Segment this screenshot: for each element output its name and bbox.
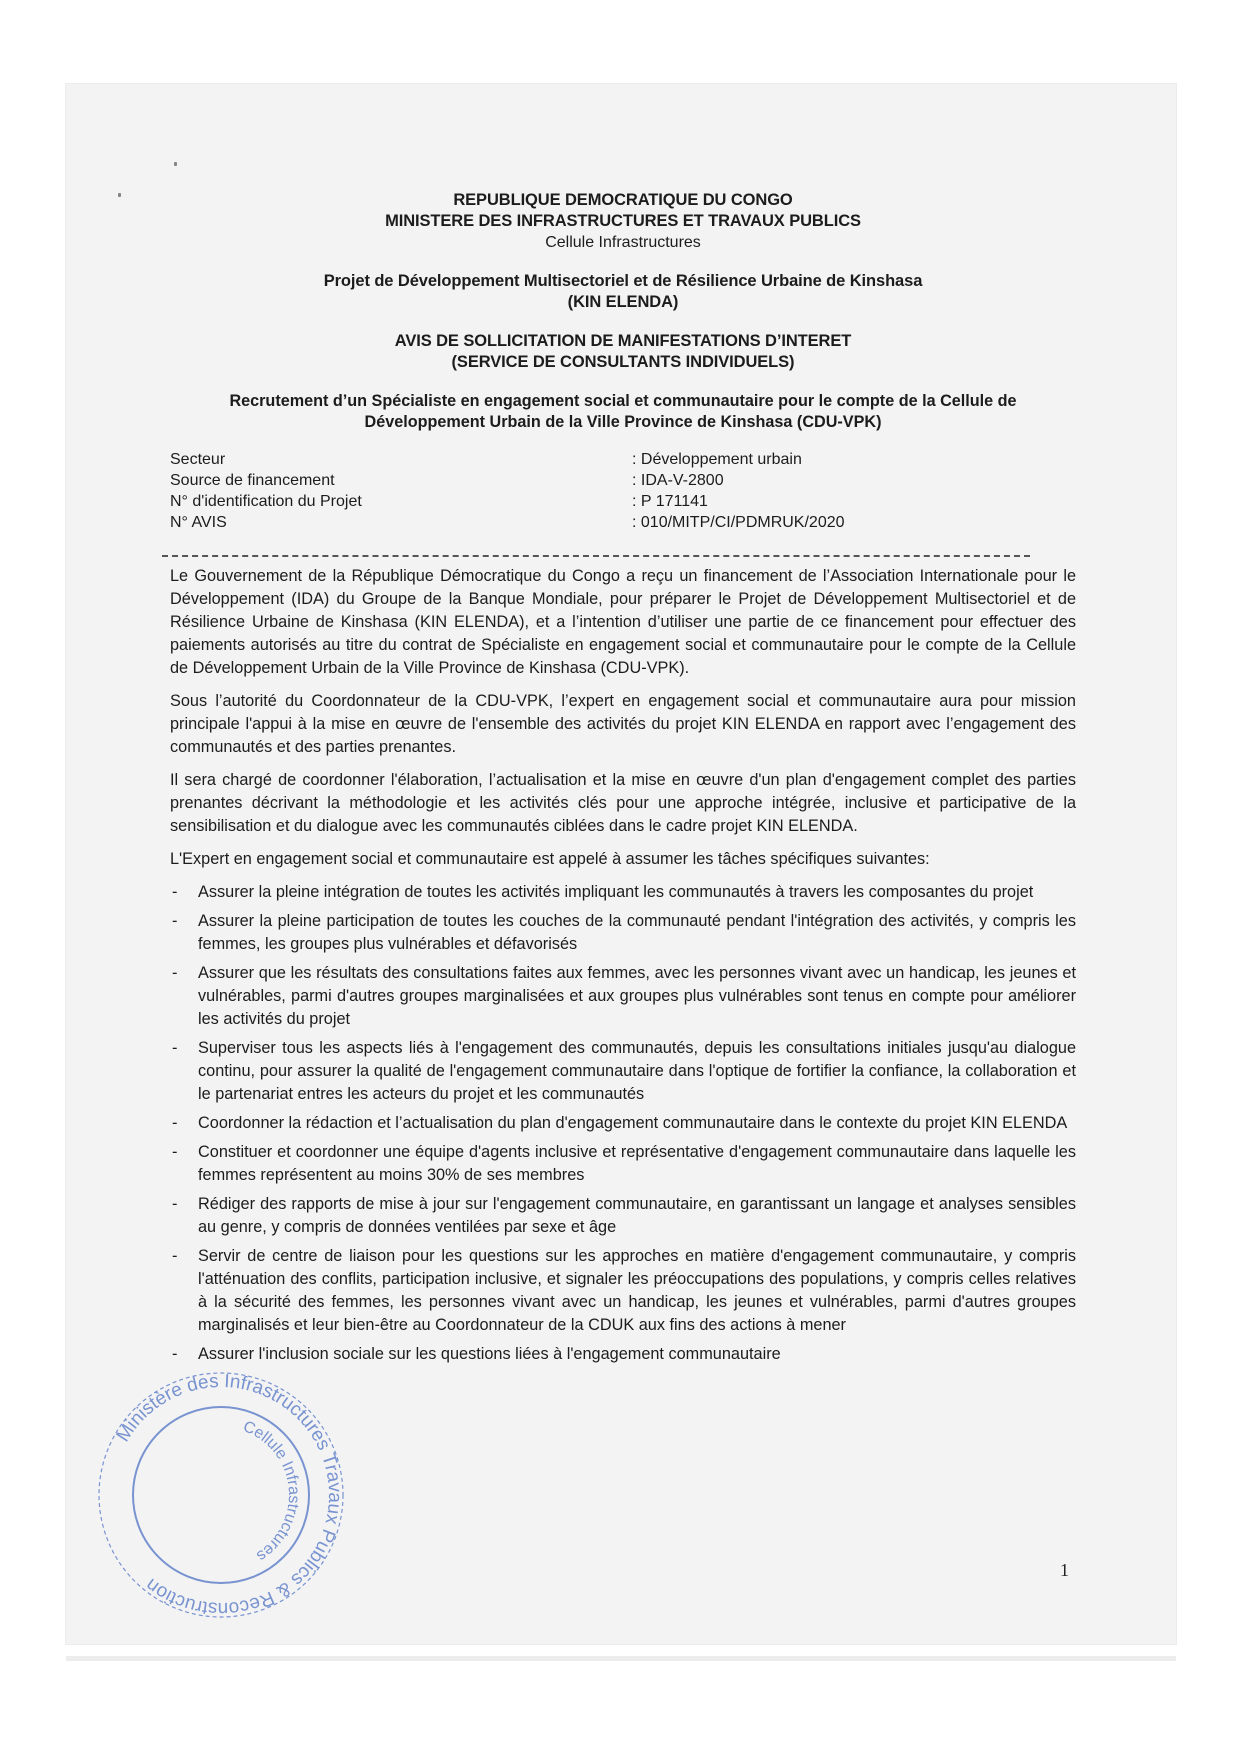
page-edge-strip <box>66 1656 1176 1661</box>
task-text: Coordonner la rédaction et l’actualisation du plan d'engagement communautaire dans le contexte du projet KIN ELENDA <box>198 1114 1068 1132</box>
document-body <box>170 190 1076 1372</box>
scan-speck <box>174 162 177 166</box>
dash-bullet: - <box>172 912 178 930</box>
notice-heading <box>170 331 1076 373</box>
dash-bullet: - <box>172 1345 178 1363</box>
list-item <box>170 1112 1076 1135</box>
info-row-project-id <box>170 491 1076 512</box>
scan-speck <box>118 193 121 197</box>
list-item <box>170 1141 1076 1187</box>
project-acronym: (KIN ELENDA) <box>567 293 679 311</box>
paragraph-mission: Sous l’autorité du Coordonnateur de la CDU-VPK, l’expert en engagement social et communautaire aura pour mission principale l'appui à la mise en œuvre de l'ensemble des activités du projet KIN ELENDA en rapport avec l’engagement des communautés et des parties prenantes. <box>170 692 1076 756</box>
paragraph-tasks-intro: L'Expert en engagement social et communautaire est appelé à assumer les tâches spécifiques suivantes: <box>170 850 930 868</box>
dash-bullet: - <box>172 1143 178 1161</box>
paragraph-funding: Le Gouvernement de la République Démocratique du Congo a reçu un financement de l’Association Internationale pour le Développement (IDA) du Groupe de la Banque Mondiale, pour préparer le Projet de Développement Multisectoriel et de Résilience Urbaine de Kinshasa (KIN ELENDA), et a l’intention d’utiliser une partie de ce financement pour effectuer des paiements autorisés au titre du contrat de Spécialiste en engagement social et communautaire pour le compte de la Cellule de Développement Urbain de la Ville Province de Kinshasa (CDU-VPK). <box>170 567 1076 677</box>
recruitment-line-2: Développement Urbain de la Ville Province de Kinshasa (CDU-VPK) <box>364 413 882 431</box>
info-row-funding-source <box>170 470 1076 491</box>
document-header <box>170 190 1076 253</box>
dash-bullet: - <box>172 1247 178 1265</box>
project-title: Projet de Développement Multisectoriel et de Résilience Urbaine de Kinshasa <box>323 272 923 290</box>
list-item <box>170 1245 1076 1337</box>
project-info-table <box>170 449 1076 533</box>
list-item <box>170 881 1076 904</box>
dash-bullet: - <box>172 1039 178 1057</box>
task-text: Rédiger des rapports de mise à jour sur l'engagement communautaire, en garantissant un langage et analyses sensibles au genre, y compris de données ventilées par sexe et âge <box>198 1195 1076 1236</box>
task-text: Constituer et coordonner une équipe d'agents inclusive et représentative d'engagement communautaire dans laquelle les femmes représentent au moins 30% de ses membres <box>198 1143 1076 1184</box>
stamp-outer-text: Ministère des Infrastructures Travaux Publics & Reconstruction <box>112 1370 346 1620</box>
info-row-notice-number <box>170 512 1076 533</box>
dashed-separator <box>162 555 1030 557</box>
paragraph-responsibilities: Il sera chargé de coordonner l'élaboration, l’actualisation et la mise en œuvre d'un plan d'engagement complet des parties prenantes décrivant la méthodologie et les activités clés pour une approche intégrée, inclusive et participative de la sensibilisation et du dialogue avec les communautés ciblées dans le cadre projet KIN ELENDA. <box>170 771 1076 835</box>
recruitment-heading <box>156 391 1090 433</box>
task-text: Assurer l'inclusion sociale sur les questions liées à l'engagement communautaire <box>198 1345 781 1363</box>
info-value: : P 171141 <box>632 493 708 510</box>
dash-bullet: - <box>172 1195 178 1213</box>
info-label: Secteur <box>170 451 226 468</box>
task-text: Assurer la pleine intégration de toutes les activités impliquant les communautés à travers les composantes du projet <box>198 883 1034 901</box>
task-list <box>170 881 1076 1366</box>
notice-title: AVIS DE SOLLICITATION DE MANIFESTATIONS D’INTERET <box>394 332 852 350</box>
project-heading <box>170 271 1076 313</box>
list-item <box>170 1193 1076 1239</box>
task-text: Servir de centre de liaison pour les questions sur les approches en matière d'engagement communautaire, y compris l'atténuation des conflits, participation inclusive, et signaler les préoccupations des populations, y compris celles relatives à la sécurité des femmes, les personnes vivant avec un handicap, les jeunes et vulnérables, parmi d'autres groupes marginalisés et leur bien-être au Coordonnateur de la CDUK aux fins des actions à mener <box>198 1247 1076 1334</box>
stamp-inner-text: Cellule Infrastructures <box>240 1418 303 1565</box>
info-value: : Développement urbain <box>632 451 802 468</box>
list-item <box>170 962 1076 1031</box>
task-text: Assurer la pleine participation de toutes les couches de la communauté pendant l'intégration des activités, y compris les femmes, les groupes plus vulnérables et défavorisés <box>198 912 1076 953</box>
page-number: 1 <box>1060 1560 1069 1580</box>
list-item <box>170 910 1076 956</box>
dash-bullet: - <box>172 883 178 901</box>
list-item <box>170 1343 1076 1366</box>
dash-bullet: - <box>172 1114 178 1132</box>
country-heading: REPUBLIQUE DEMOCRATIQUE DU CONGO <box>453 191 793 209</box>
info-label: Source de financement <box>170 472 335 489</box>
ministry-heading: MINISTERE DES INFRASTRUCTURES ET TRAVAUX PUBLICS <box>385 212 861 230</box>
task-text: Superviser tous les aspects liés à l'engagement des communautés, depuis les consultations initiales jusqu'au dialogue continu, pour assurer la qualité de l'engagement communautaire dans l'optique de fortifier la confiance, la collaboration et le partenariat entres les acteurs du projet et les communautés <box>198 1039 1076 1103</box>
info-value: : IDA-V-2800 <box>632 472 724 489</box>
info-label: N° AVIS <box>170 514 227 531</box>
task-text: Assurer que les résultats des consultations faites aux femmes, avec les personnes vivant avec un handicap, les jeunes et vulnérables, parmi d'autres groupes marginalisées et aux groupes plus vulnérables sont tenus en compte pour améliorer les activités du projet <box>198 964 1076 1028</box>
dash-bullet: - <box>172 964 178 982</box>
notice-subtitle: (SERVICE DE CONSULTANTS INDIVIDUELS) <box>451 353 795 371</box>
info-value: : 010/MITP/CI/PDMRUK/2020 <box>632 514 845 531</box>
list-item <box>170 1037 1076 1106</box>
info-label: N° d'identification du Projet <box>170 493 362 510</box>
recruitment-line-1: Recrutement d’un Spécialiste en engagement social et communautaire pour le compte de la Cellule de <box>229 392 1017 410</box>
info-row-sector <box>170 449 1076 470</box>
cell-heading: Cellule Infrastructures <box>545 234 701 251</box>
